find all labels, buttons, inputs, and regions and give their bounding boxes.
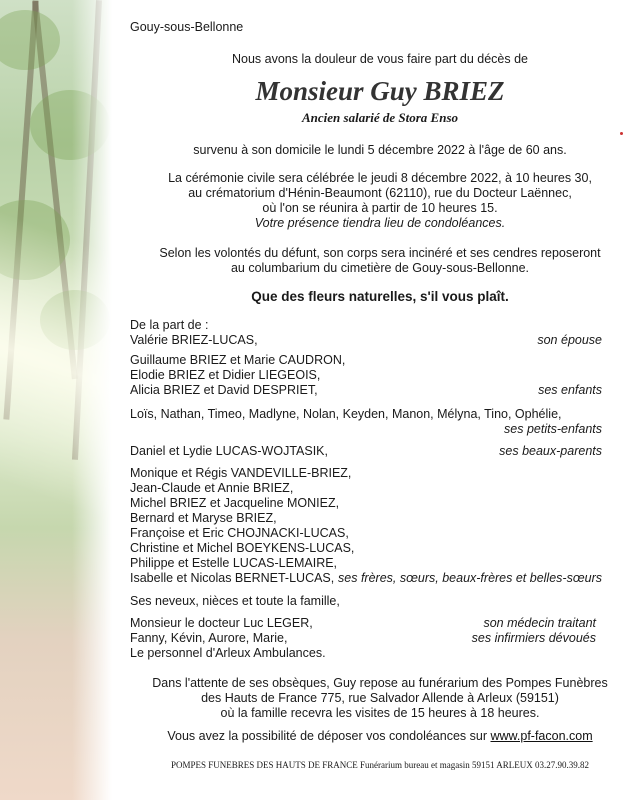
wife-name: Valérie BRIEZ-LUCAS, — [130, 333, 258, 347]
sibling-name: Philippe et Estelle LUCAS-LEMAIRE, — [130, 556, 338, 570]
funeral-home-line: Dans l'attente de ses obsèques, Guy repose au funérarium des Pompes Funèbres — [152, 676, 608, 690]
sibling-name: Jean-Claude et Annie BRIEZ, — [130, 481, 294, 495]
funeral-home-line: où la famille recevra les visites de 15 heures à 18 heures. — [220, 706, 540, 720]
place: Gouy-sous-Bellonne — [130, 20, 244, 34]
family-line: Ses neveux, nièces et toute la famille, — [130, 594, 340, 608]
sibling-name: Monique et Régis VANDEVILLE-BRIEZ, — [130, 466, 352, 480]
ceremony-line: La cérémonie civile sera célébrée le jeudi 8 décembre 2022, à 10 heures 30, — [168, 171, 592, 185]
online-text: Vous avez la possibilité de déposer vos condoléances sur — [167, 729, 488, 743]
wishes-line: Selon les volontés du défunt, son corps sera incinéré et ses cendres reposeront — [159, 246, 601, 260]
sibling-name: Michel BRIEZ et Jacqueline MONIEZ, — [130, 496, 340, 510]
wife-relation: son épouse — [537, 333, 602, 347]
funeral-home-line: des Hauts de France 775, rue Salvador Allende à Arleux (59151) — [201, 691, 559, 705]
grandchildren-relation: ses petits-enfants — [504, 422, 602, 436]
ceremony-line: où l'on se réunira à partir de 10 heures 15. — [262, 201, 498, 215]
nurses-name: Fanny, Kévin, Aurore, Marie, — [130, 631, 288, 645]
online-condolences — [120, 729, 640, 744]
ceremony-line: au crématorium d'Hénin-Beaumont (62110), rue du Docteur Laënnec, — [188, 186, 572, 200]
siblings-relation: ses frères, sœurs, beaux-frères et belles-sœurs — [338, 571, 602, 585]
in-laws-relation: ses beaux-parents — [499, 444, 602, 458]
intro: Nous avons la douleur de vous faire part du décès de — [231, 52, 529, 66]
child-name: Alicia BRIEZ et David DESPRIET, — [130, 383, 318, 397]
footer: POMPES FUNEBRES DES HAUTS DE FRANCE Funérarium bureau et magasin 59151 ARLEUX 03.27.90.39.82 — [171, 760, 589, 770]
doctor-relation: son médecin traitant — [483, 616, 596, 630]
deceased-name: Monsieur Guy BRIEZ — [255, 76, 505, 106]
nurses-relation: ses infirmiers dévoués — [471, 631, 596, 645]
sibling-name: Bernard et Maryse BRIEZ, — [130, 511, 277, 525]
in-laws-name: Daniel et Lydie LUCAS-WOJTASIK, — [130, 444, 328, 458]
wishes-line: au columbarium du cimetière de Gouy-sous-Bellonne. — [230, 261, 530, 275]
flowers-request: Que des fleurs naturelles, s'il vous plaît. — [251, 289, 509, 304]
grandchildren-names: Loïs, Nathan, Timeo, Madlyne, Nolan, Keyden, Manon, Mélyna, Tino, Ophélie, — [130, 407, 562, 421]
forest-photo — [0, 0, 112, 800]
condolences-note: Votre présence tiendra lieu de condoléances. — [254, 216, 506, 230]
sibling-name: Christine et Michel BOEYKENS-LUCAS, — [130, 541, 355, 555]
sibling-name: Françoise et Eric CHOJNACKI-LUCAS, — [130, 526, 349, 540]
doctor-name: Monsieur le docteur Luc LEGER, — [130, 616, 313, 630]
deceased-subtitle: Ancien salarié de Stora Enso — [301, 110, 459, 125]
sibling-name: Isabelle et Nicolas BERNET-LUCAS, — [130, 571, 335, 585]
child-name: Elodie BRIEZ et Didier LIEGEOIS, — [130, 368, 321, 382]
children-relation: ses enfants — [538, 383, 602, 397]
website-link[interactable]: www.pf-facon.com — [490, 729, 593, 743]
ambulances-line: Le personnel d'Arleux Ambulances. — [130, 646, 326, 660]
ink-mark — [620, 132, 623, 135]
death-announcement: survenu à son domicile le lundi 5 décembre 2022 à l'âge de 60 ans. — [193, 143, 567, 157]
child-name: Guillaume BRIEZ et Marie CAUDRON, — [130, 353, 346, 367]
from-label: De la part de : — [130, 318, 209, 332]
